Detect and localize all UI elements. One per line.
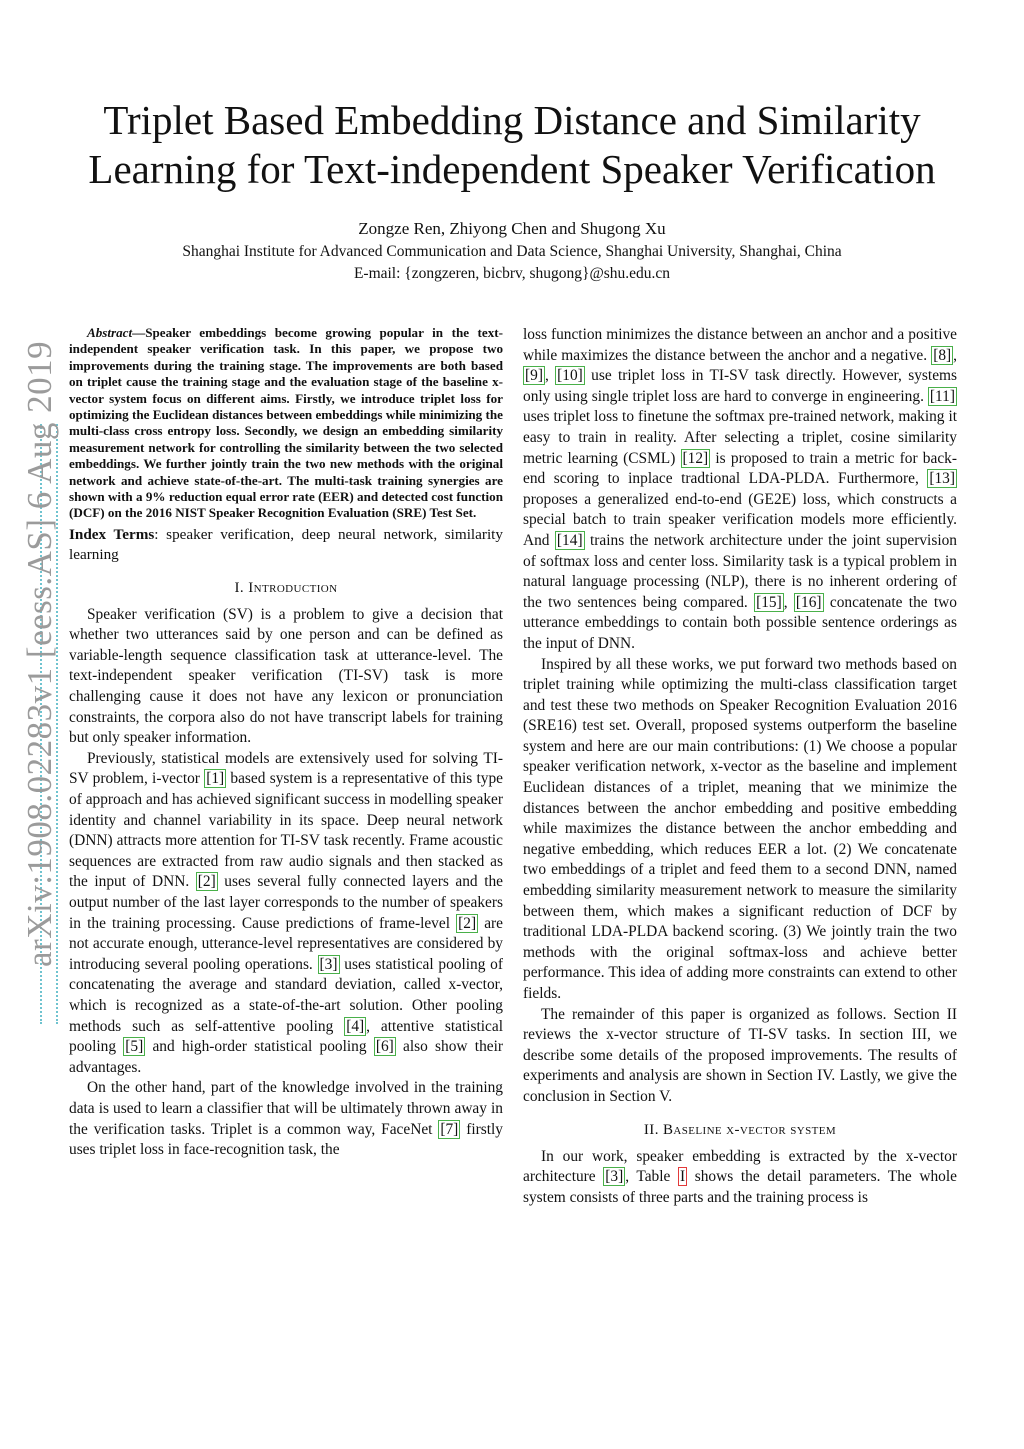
title-line-2: Learning for Text-independent Speaker Verification <box>88 146 936 192</box>
abstract-text: —Speaker embeddings become growing popular in the text-independent speaker verification task. In this paper, we propose two improvements during the training stage. The improvements are both based on triplet cause the training stage and the evaluation stage of the baseline x-vector system focus on different aims. Firstly, we introduce triplet loss for optimizing the Euclidean distances between embeddings while minimizing the multi-class cross entropy loss. Secondly, we design an embedding similarity measurement network for controlling the similarity between the two selected embeddings. We further jointly train the two new methods with the original network and achieve state-of-the-art. The multi-task training synergies are shown with a 9% reduction equal error rate (EER) and detected cost function (DCF) on the 2016 NIST Speaker Recognition Evaluation (SRE) Test Set. <box>69 325 503 521</box>
citation-link[interactable]: [3] <box>319 955 338 973</box>
text-run: and high-order statistical pooling <box>145 1038 374 1056</box>
author-list: Zongze Ren, Zhiyong Chen and Shugong Xu <box>358 219 666 238</box>
text-run: proposes a generalized end-to-end (GE2E) loss, which constructs a special batch to train speaker verification models more efficiently. And <box>523 490 957 549</box>
text-run: Previously, statistical models are extensively used for solving TI-SV problem, i-vector <box>69 749 503 788</box>
citation-link[interactable]: [10] <box>557 367 583 385</box>
citation-link[interactable]: [3] <box>605 1168 624 1186</box>
citation-link[interactable]: [11] <box>929 387 955 405</box>
section-heading-introduction: I. Introduction <box>234 579 338 596</box>
text-run: uses statistical pooling of concatenating the average and standard deviation, called x-vector, which is recognized as a state-of-the-art solution. Other pooling methods such as self-attentive pooling <box>69 955 503 1035</box>
intro-paragraph-1: Speaker verification (SV) is a problem to give a decision that whether two utterances said by one person and can be defined as variable-length sequence classification task at utterance-level. The text-independent speaker verification (TI-SV) task is more challenging cause it does not have any lexicon or pronunciation constraints, the corpora also do not have transcript labels for training but only speaker information. <box>69 605 503 747</box>
text-run: concatenate the two utterance embeddings to contain both possible sentence orderings as the input of DNN. <box>523 593 957 652</box>
text-run: , <box>953 346 957 364</box>
index-terms-text: : speaker verification, deep neural network, similarity learning <box>69 525 503 564</box>
abstract <box>69 325 503 522</box>
left-column <box>69 325 503 1161</box>
intro-paragraph-2 <box>69 749 503 1079</box>
citation-link[interactable]: [4] <box>346 1017 365 1035</box>
citation-link[interactable]: [7] <box>440 1120 459 1138</box>
text-run: On the other hand, part of the knowledge involved in the training data is used to learn a classifier that will be ultimately thrown away in the verification tasks. Triplet is a common way, FaceNet <box>69 1079 503 1138</box>
paper-title <box>40 96 984 194</box>
contributions-paragraph: Inspired by all these works, we put forward two methods based on triplet training while optimizing the multi-class classification target and test these two methods on Speaker Recognition Evaluation 2016 (SRE16) test set. Overall, proposed systems outperform the baseline system and here are our main contributions: (1) We choose a popular speaker verification network, x-vector as the baseline and implement Euclidean distances of a triplet, meaning that we minimize the distances between the anchor embedding and positive embedding while maximizes the distance between the anchor embedding and negative embedding, which reduces EER a lot. (2) We concatenate two embeddings of a triplet and feed them to a second DNN, named embedding similarity measurement network to measure the similarity between them, which makes a significant reduction of DCF by traditional LDA-PLDA backend scoring. (3) We jointly train the two methods with the original softmax-loss and achieve better performance. This idea of adding more constraints can extend to other fields. <box>523 655 957 1002</box>
text-run: firstly uses triplet loss in face-recognition task, the <box>69 1120 503 1159</box>
title-line-1: Triplet Based Embedding Distance and Similarity <box>103 97 921 143</box>
citation-link[interactable]: [5] <box>125 1038 144 1056</box>
text-run: use triplet loss in TI-SV task directly. However, systems only using single triplet loss are hard to converge in engineering. <box>523 367 957 405</box>
text-run: , <box>544 367 556 385</box>
text-run: uses several fully connected layers and the output number of the last layer corresponds to the number of speakers in the training processing. Cause predictions of frame-level <box>69 873 504 932</box>
intro-paragraph-3 <box>69 1078 503 1160</box>
citation-link[interactable]: [15] <box>756 593 782 611</box>
index-terms-label: Index Terms <box>69 525 155 543</box>
table-reference-link[interactable]: I <box>679 1168 686 1186</box>
abstract-label: Abstract <box>87 325 133 340</box>
citation-link[interactable]: [9] <box>525 367 543 385</box>
citation-link[interactable]: [16] <box>795 593 822 611</box>
text-run: , Table <box>625 1168 678 1186</box>
section-heading-baseline: II. Baseline x-vector system <box>643 1121 837 1138</box>
intro-paragraph-3-continued <box>523 325 957 655</box>
citation-link[interactable]: [14] <box>556 531 583 549</box>
text-run: is proposed to train a metric for back-end scoring to inplace tradtional LDA-PLDA. Furthermore, <box>523 449 957 488</box>
text-run: are not accurate enough, utterance-level representatives are considered by introducing several pooling operations. <box>69 914 503 973</box>
citation-link[interactable]: [6] <box>375 1038 394 1056</box>
right-column <box>523 325 957 1208</box>
text-run: trains the network architecture under the joint supervision of softmax loss and center loss. Similarity task is a typical problem in natural language processing (NLP), there is no inherent ordering of the two sentences being compared. <box>523 531 957 611</box>
arxiv-identifier: arXiv:1908.02283v1 [eess.AS] 6 Aug 2019 <box>20 340 59 967</box>
text-run: also show their advantages. <box>69 1038 503 1076</box>
text-run: , attentive statistical pooling <box>69 1017 503 1056</box>
citation-link[interactable]: [2] <box>458 914 477 932</box>
citation-link[interactable]: [1] <box>206 770 225 788</box>
text-run: loss function minimizes the distance between an anchor and a positive while maximizes the distance between the anchor and a negative. <box>523 326 957 364</box>
organization-paragraph: The remainder of this paper is organized as follows. Section II reviews the x-vector structure of TI-SV tasks. In section III, we describe some details of the proposed improvements. The results of experiments and analysis are shown in Section IV. Lastly, we give the conclusion in Section V. <box>523 1005 957 1105</box>
citation-link[interactable]: [13] <box>929 470 955 488</box>
citation-link[interactable]: [8] <box>933 346 952 364</box>
email-line: E-mail: {zongzeren, bicbrv, shugong}@shu.edu.cn <box>353 265 671 282</box>
affiliation: Shanghai Institute for Advanced Communication and Data Science, Shanghai University, Shanghai, China <box>182 243 842 260</box>
text-run: In our work, speaker embedding is extracted by the x-vector architecture <box>523 1147 957 1186</box>
text-run: shows the detail parameters. The whole system consists of three parts and the training process is <box>523 1168 957 1206</box>
text-run: , <box>783 593 794 611</box>
citation-link[interactable]: [12] <box>682 449 709 467</box>
text-run: uses triplet loss to finetune the softmax pre-trained network, making it easy to train in reality. After selecting a triplet, cosine similarity metric learning (CSML) <box>523 408 957 467</box>
baseline-paragraph <box>523 1147 957 1209</box>
index-terms <box>69 525 503 566</box>
citation-link[interactable]: [2] <box>197 873 216 891</box>
text-run: based system is a representative of this type of approach and has achieved significant success in modelling speaker identity and channel variability in its space. Deep neural network (DNN) attracts more attention for TI-SV task recently. Frame acoustic sequences are extracted from raw audio signals and then stacked as the input of DNN. <box>69 770 503 891</box>
